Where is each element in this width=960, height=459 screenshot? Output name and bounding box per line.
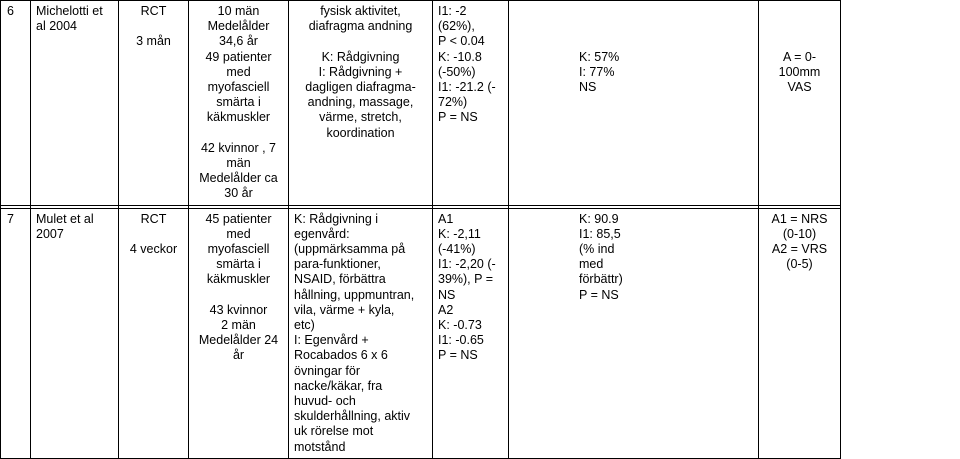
study-author: Mulet et al 2007 [31,208,119,458]
table-row [1,208,959,458]
study-intervention: K: Rådgivning i egenvård: (uppmärksamma på para-funktioner, NSAID, förbättra hållning, uppmuntran, vila, värme + kyla, etc) I: Egenvård + Rocabados 6 x 6 övningar för nacke/käkar, fra huvud- och skulderhållning, aktiv uk rörelse mot motstånd [289,208,433,458]
study-result-improvement: K: 57% I: 77% NS [509,1,759,206]
study-participants: 10 män Medelålder 34,6 år 49 patienter med myofasciell smärta i käkmuskler 42 kvinnor , 7 män Medelålder ca 30 år [189,1,289,206]
study-author: Michelotti et al 2004 [31,1,119,206]
study-measure: A = 0-100mm VAS [759,1,841,206]
table-row [1,1,959,206]
study-participants: 45 patienter med myofasciell smärta i käkmuskler 43 kvinnor 2 män Medelålder 24 år [189,208,289,458]
study-number: 6 [1,1,31,206]
study-result-improvement: K: 90.9 I1: 85,5 (% ind med förbättr) P = NS [509,208,759,458]
study-design: RCT 3 mån [119,1,189,206]
study-measure: A1 = NRS (0-10) A2 = VRS (0-5) [759,208,841,458]
study-result-pain: I1: -2 (62%), P < 0.04 K: -10.8 (-50%) I1: -21.2 (- 72%) P = NS [433,1,509,206]
study-intervention: fysisk aktivitet, diafragma andning K: Rådgivning I: Rådgivning + dagligen diafragma- andning, massage, värme, stretch, koordination [289,1,433,206]
study-design: RCT 4 veckor [119,208,189,458]
study-number: 7 [1,208,31,458]
study-result-pain: A1 K: -2,11 (-41%) I1: -2,20 (- 39%), P = NS A2 K: -0.73 I1: -0.65 P = NS [433,208,509,458]
